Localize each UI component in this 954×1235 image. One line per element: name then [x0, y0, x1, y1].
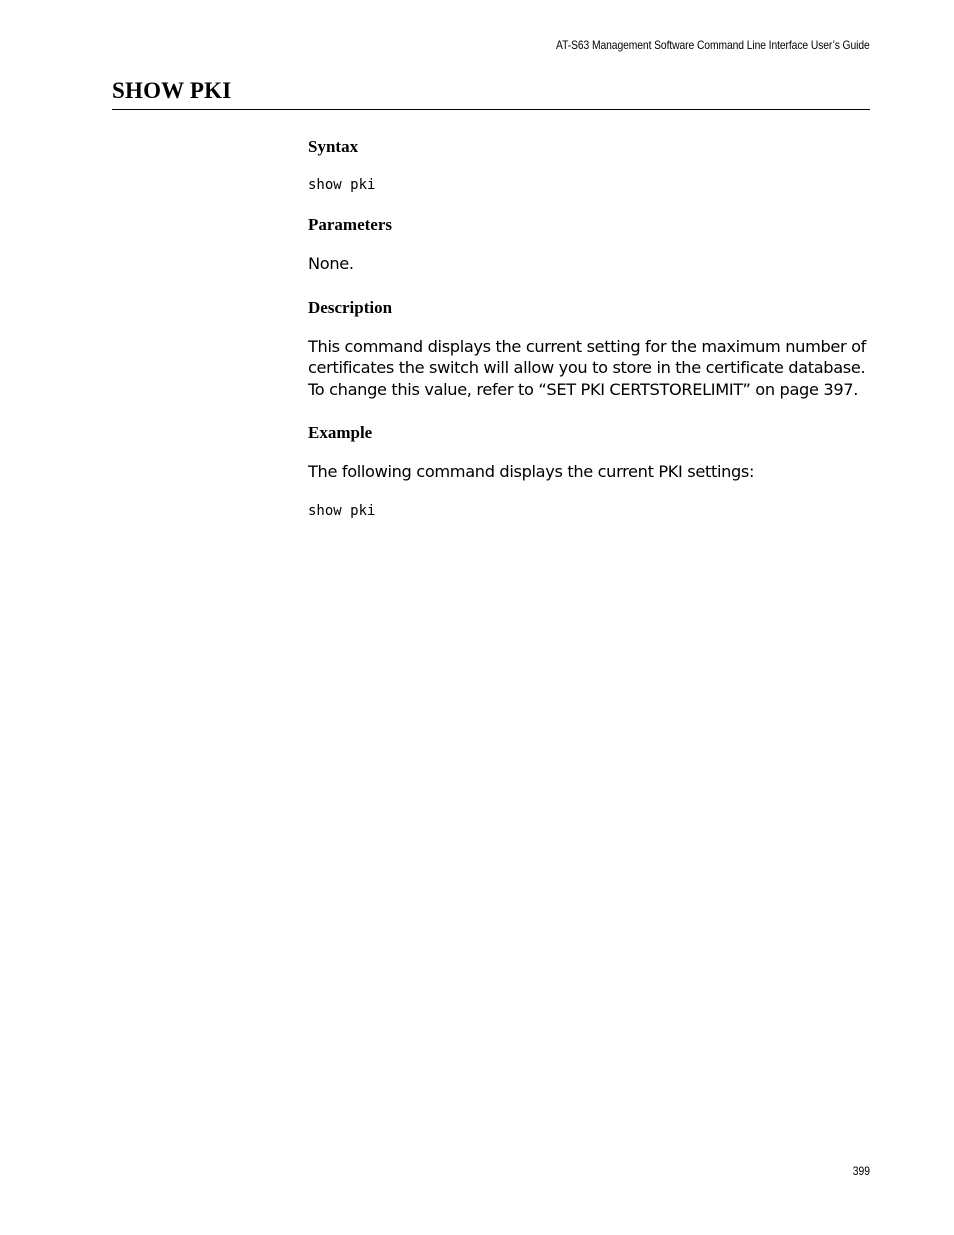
- example-code: show pki: [308, 502, 376, 519]
- main-content: [308, 136, 870, 521]
- example-text: The following command displays the current PKI settings:: [308, 462, 755, 481]
- page-number: 399: [852, 1164, 870, 1178]
- page-title: SHOW PKI: [112, 78, 232, 103]
- description-heading: Description: [308, 297, 393, 317]
- example-heading: Example: [308, 423, 373, 442]
- parameters-text: None.: [308, 254, 354, 273]
- title-divider: [112, 109, 870, 110]
- parameters-heading: Parameters: [308, 215, 393, 234]
- syntax-heading: Syntax: [308, 137, 359, 156]
- syntax-code: show pki: [308, 177, 376, 193]
- description-text: This command displays the current setting for the maximum number of certificates the switch will allow you to store in the certificate database. To change this value, refer to “SET PKI CERTSTORELIMIT” on page 397.: [308, 336, 867, 399]
- running-header: AT-S63 Management Software Command Line Interface User’s Guide: [556, 38, 870, 52]
